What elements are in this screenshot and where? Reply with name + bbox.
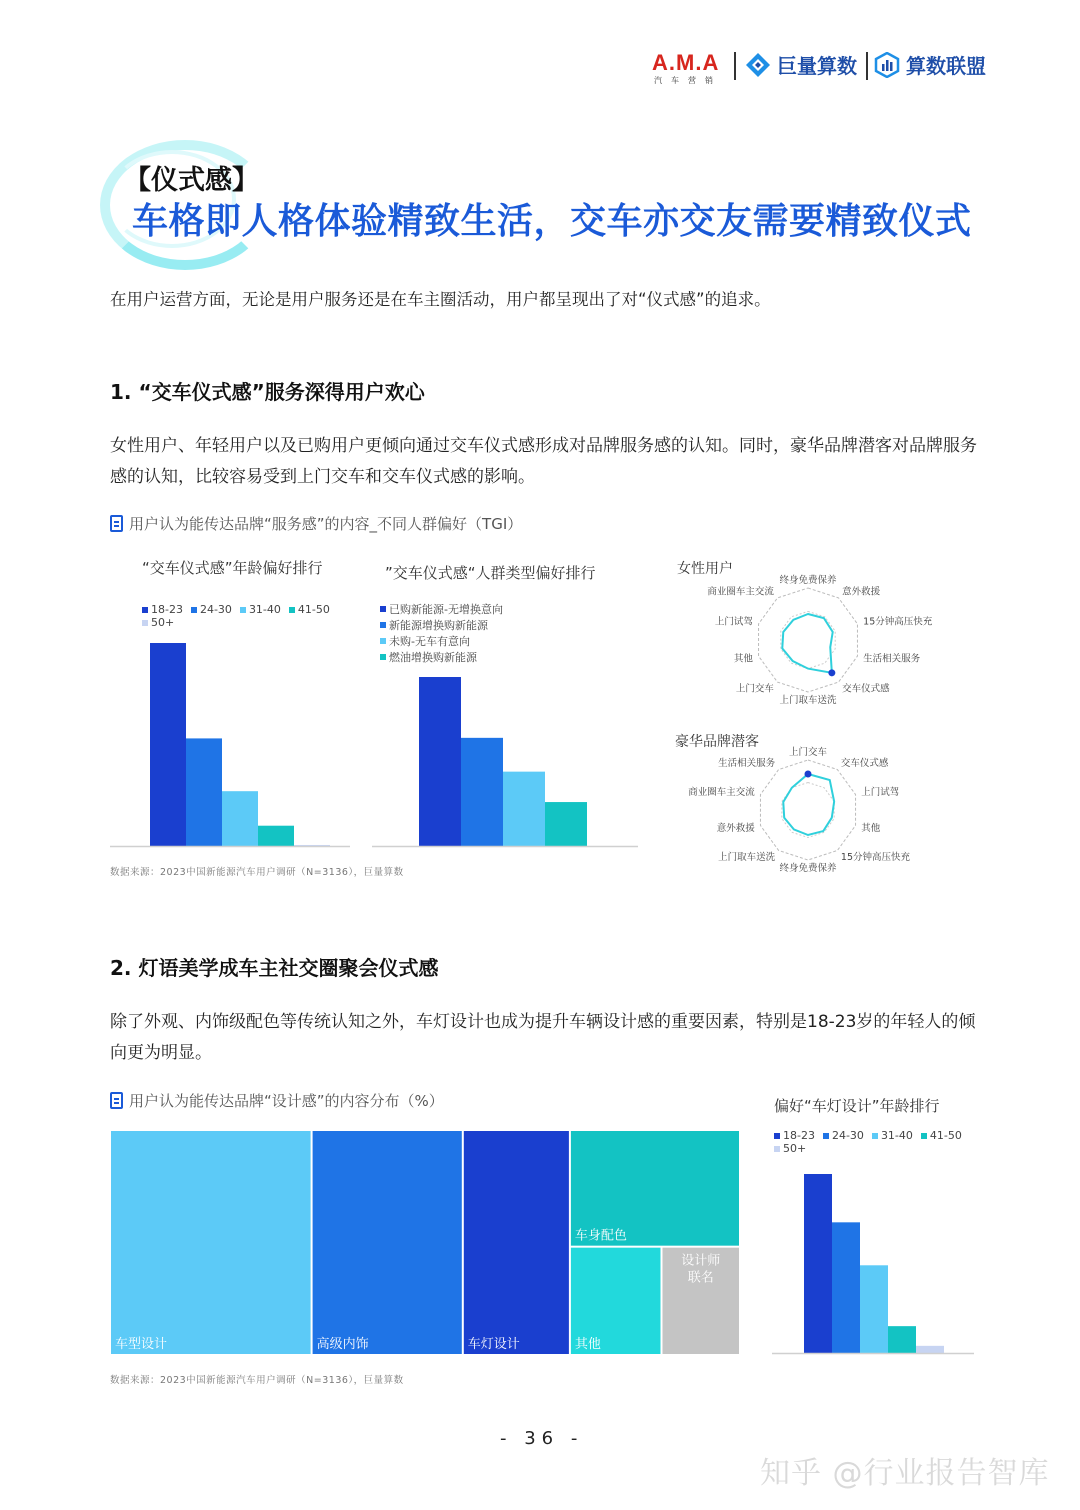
chart6-legend-item xyxy=(872,1129,913,1142)
chart6-legend-swatch xyxy=(872,1133,878,1139)
radar1-axis-label: 上门交车 xyxy=(735,683,774,695)
radar2-axis-label: 上门交车 xyxy=(788,747,828,758)
watermark: 知乎 @行业报告智库 xyxy=(760,1456,1050,1491)
radar1-highlight-point xyxy=(828,669,835,676)
chart1-legend-swatch xyxy=(240,607,246,613)
chart1-legend-item xyxy=(289,603,330,616)
chart2-legend-item xyxy=(380,601,515,617)
chart6-bar xyxy=(860,1265,888,1353)
radar1-axis-label: 生活相关服务 xyxy=(863,653,921,665)
treemap-cell xyxy=(313,1131,462,1354)
treemap-label: 高级内饰 xyxy=(316,1337,369,1352)
suanshu-logo xyxy=(874,50,986,79)
radar2-axis-label: 上门取车送洗 xyxy=(718,851,776,863)
chart1-legend-label: 31-40 xyxy=(248,603,281,616)
chart2-legend-swatch xyxy=(380,622,386,628)
section1-chart-caption xyxy=(110,513,522,534)
chart1-legend-item xyxy=(240,603,281,616)
juliang-diamond-icon xyxy=(745,52,771,78)
chart2-legend-label: 燃油增换购新能源 xyxy=(389,651,477,664)
chart2-bar xyxy=(419,677,461,846)
chart1-title: “交车仪式感”年龄偏好排行 xyxy=(142,559,323,577)
radar2-axis-label: 交车仪式感 xyxy=(840,758,889,770)
chart6-title: 偏好“车灯设计”年龄排行 xyxy=(774,1097,940,1115)
chart2-title: ”交车仪式感“人群类型偏好排行 xyxy=(385,564,596,582)
chart1-legend-swatch xyxy=(191,607,197,613)
treemap-label: 车灯设计 xyxy=(467,1337,520,1352)
page-number: - 36 - xyxy=(500,1428,584,1449)
radar1-axis-label: 上门取车送洗 xyxy=(779,695,837,706)
treemap-cell xyxy=(464,1131,569,1354)
radar2-chart xyxy=(680,738,950,883)
chart1-bar xyxy=(186,738,222,846)
section1-chart-caption-text: 用户认为能传达品牌“服务感”的内容_不同人群偏好（TGI） xyxy=(129,515,523,533)
suanshu-logo-text: 算数联盟 xyxy=(906,54,986,78)
section2-chart-caption xyxy=(110,1090,444,1111)
chart2-bars xyxy=(372,640,638,850)
chart1-bar xyxy=(222,791,258,846)
radar1-grid xyxy=(781,611,835,668)
chart6-legend-item xyxy=(774,1129,815,1142)
chart2-bar xyxy=(503,772,545,846)
section1-paragraph: 女性用户、年轻用户以及已购用户更倾向通过交车仪式感形成对品牌服务感的认知。同时，豪华品牌潜客对品牌服务感的认知，比较容易受到上门交车和交车仪式感的影响。 xyxy=(110,436,977,487)
chart6-legend-label: 31-40 xyxy=(880,1129,913,1142)
intro-text: 在用户运营方面，无论是用户服务还是在车主圈活动，用户都呈现出了对“仪式感”的追求。 xyxy=(110,290,771,309)
treemap-label: 设计师 xyxy=(681,1253,721,1269)
chart6-bar xyxy=(888,1326,916,1353)
radar1-axis-label: 15分钟高压快充 xyxy=(863,616,933,628)
radar2-title: 豪华品牌潜客 xyxy=(675,734,759,750)
chart1-bar xyxy=(258,826,294,846)
logo-divider xyxy=(866,52,868,80)
chart6-legend-swatch xyxy=(823,1133,829,1139)
ama-logo-subtitle: 汽车营销 xyxy=(654,76,722,85)
chart6-legend-label: 41-50 xyxy=(929,1129,962,1142)
chart2-legend-label: 未购-无车有意向 xyxy=(389,635,470,648)
chart6-legend-swatch xyxy=(774,1133,780,1139)
chart1-legend-label: 24-30 xyxy=(199,603,232,616)
chart1-legend-label: 50+ xyxy=(151,616,175,629)
chart2-legend-label: 已购新能源-无增换意向 xyxy=(389,603,503,616)
treemap-label: 车身配色 xyxy=(574,1228,627,1244)
treemap-label: 联名 xyxy=(687,1270,714,1286)
juliang-logo xyxy=(745,50,857,79)
treemap-label: 其他 xyxy=(574,1337,601,1352)
logo-divider xyxy=(734,52,736,80)
radar2-highlight-point xyxy=(805,771,812,778)
radar2-axis-label: 生活相关服务 xyxy=(718,758,776,770)
chart1-bars xyxy=(110,625,350,850)
chart1-legend-swatch xyxy=(289,607,295,613)
chart1-legend-swatch xyxy=(142,607,148,613)
radar1-series xyxy=(782,614,832,673)
chart6-bars xyxy=(772,1150,974,1356)
radar1-axis-label: 交车仪式感 xyxy=(842,683,890,695)
chart2-bar xyxy=(545,802,587,846)
radar1-title: 女性用户 xyxy=(677,561,733,577)
section2-heading: 2. 灯语美学成车主社交圈聚会仪式感 xyxy=(110,956,439,980)
radar1-chart xyxy=(680,565,950,715)
juliang-logo-text: 巨量算数 xyxy=(777,54,857,78)
treemap-cell xyxy=(111,1131,311,1354)
section2-source: 数据来源：2023中国新能源汽车用户调研（N=3136），巨量算数 xyxy=(110,1375,404,1386)
page-title: 车格即人格体验精致生活，交车亦交友需要精致仪式 xyxy=(132,201,972,242)
chart1-legend-item xyxy=(191,603,232,616)
section1-heading: 1. “交车仪式感”服务深得用户欢心 xyxy=(110,380,425,404)
chart6-bar xyxy=(832,1222,860,1353)
treemap-label: 车型设计 xyxy=(115,1337,168,1352)
radar1-axis-label: 其他 xyxy=(733,653,753,665)
treemap-chart xyxy=(110,1130,740,1355)
section2-paragraph: 除了外观、内饰级配色等传统认知之外，车灯设计也成为提升车辆设计感的重要因素，特别是18-23岁的年轻人的倾向更为明显。 xyxy=(110,1012,976,1063)
chart2-legend-item xyxy=(380,617,515,633)
chart2-legend-label: 新能源增换购新能源 xyxy=(389,619,488,632)
radar2-axis-label: 商业圈车主交流 xyxy=(688,787,755,799)
section2-chart-caption-text: 用户认为能传达品牌“设计感”的内容分布（%） xyxy=(129,1092,444,1110)
chart1-legend-item xyxy=(142,603,183,616)
suanshu-hexagon-icon xyxy=(874,52,900,78)
radar2-axis-label: 意外救援 xyxy=(716,822,755,834)
radar2-axis-label: 其他 xyxy=(861,822,881,834)
document-icon xyxy=(110,1092,123,1109)
title-tag: 【仪式感】 xyxy=(124,165,259,196)
radar1-axis-label: 商业圈车主交流 xyxy=(707,586,774,598)
chart2-bar xyxy=(461,738,503,846)
radar1-axis-label: 意外救援 xyxy=(842,586,881,598)
ama-logo: A.M.A xyxy=(652,50,720,75)
radar1-axis-label: 上门试驾 xyxy=(714,616,753,628)
chart1-legend-label: 41-50 xyxy=(297,603,330,616)
radar2-axis-label: 终身免费保养 xyxy=(779,863,837,874)
chart6-legend-label: 18-23 xyxy=(783,1129,815,1142)
chart6-legend-item xyxy=(921,1129,962,1142)
chart6-bar xyxy=(804,1174,832,1353)
chart2-legend-swatch xyxy=(380,606,386,612)
chart6-bar xyxy=(916,1346,944,1353)
radar2-axis-label: 15分钟高压快充 xyxy=(840,851,911,863)
radar1-axis-label: 终身免费保养 xyxy=(779,575,837,586)
radar2-axis-label: 上门试驾 xyxy=(861,787,900,799)
radar1-grid xyxy=(759,588,858,692)
chart1-bar xyxy=(150,643,186,846)
chart6-legend-swatch xyxy=(921,1133,927,1139)
chart6-legend-item xyxy=(823,1129,864,1142)
chart6-legend-label: 50+ xyxy=(783,1142,807,1155)
document-icon xyxy=(110,515,123,532)
chart6-legend-label: 24-30 xyxy=(831,1129,864,1142)
section1-source: 数据来源：2023中国新能源汽车用户调研（N=3136），巨量算数 xyxy=(110,867,404,878)
chart1-legend-label: 18-23 xyxy=(151,603,183,616)
